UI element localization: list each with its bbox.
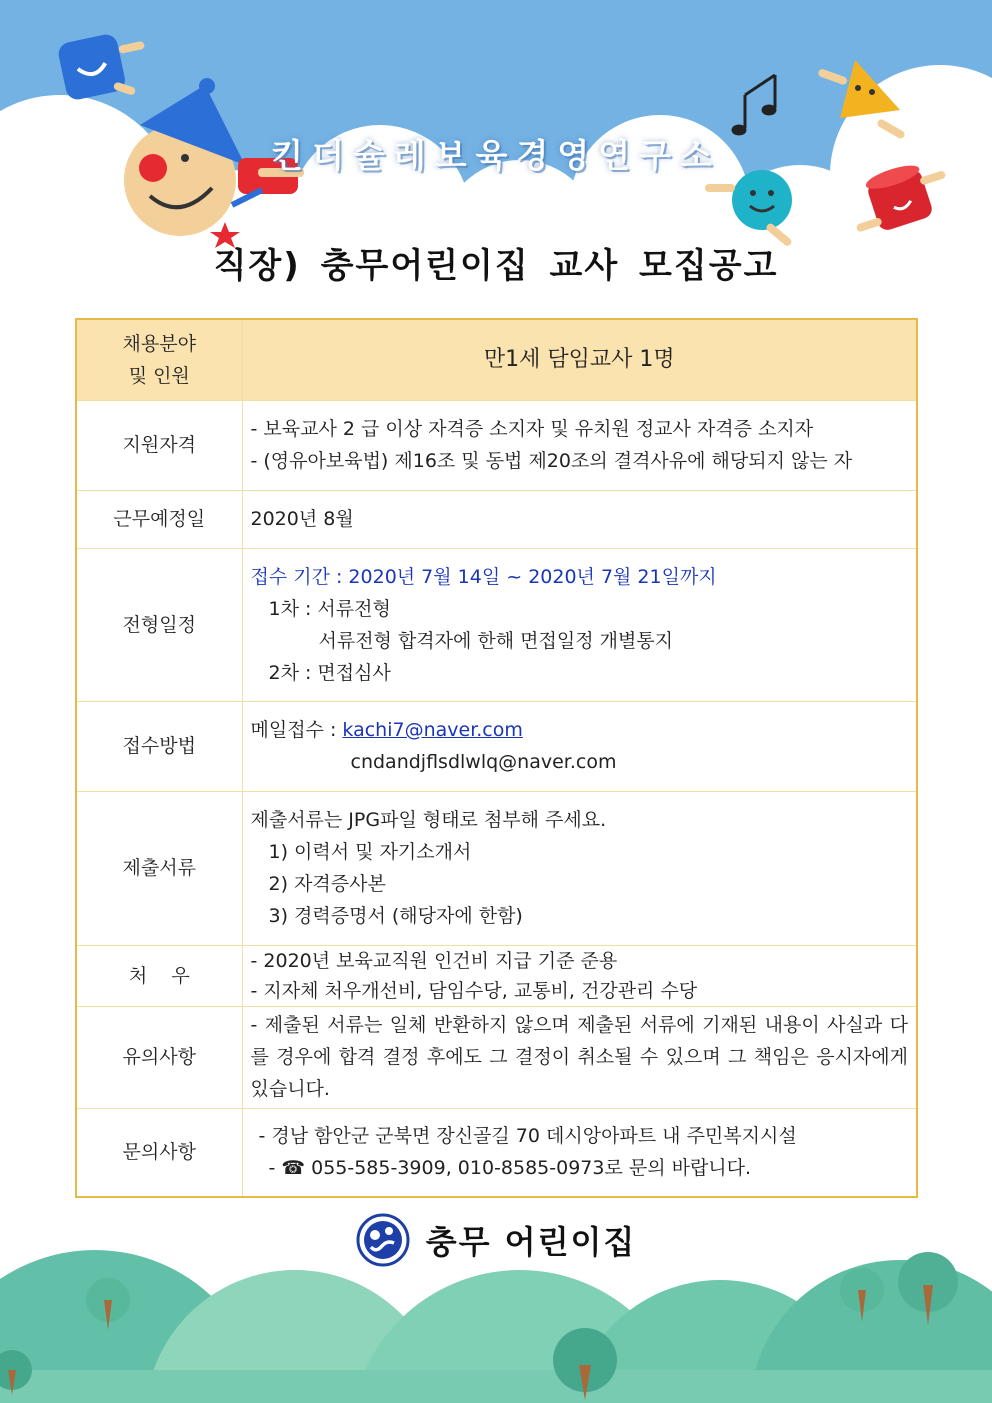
- apply-method-line-1: [251, 714, 909, 746]
- row-apply-method: [76, 701, 917, 791]
- recruit-label: [76, 319, 242, 400]
- benefits-value: [242, 945, 917, 1006]
- apply-method-value: [242, 701, 917, 791]
- row-qualification: [76, 400, 917, 490]
- qualification-line-2: - (영유아보육법) 제16조 및 동법 제20조의 결격사유에 해당되지 않는 자: [250, 450, 853, 472]
- recruit-label-line1: 채용분야: [122, 332, 196, 355]
- recruit-label-line2: 및 인원: [128, 364, 190, 387]
- row-start-date: [76, 490, 917, 548]
- qualification-value: [242, 400, 917, 490]
- notice-label: 유의사항: [76, 1006, 242, 1108]
- footer: [0, 1213, 992, 1267]
- contact-label: 문의사항: [76, 1108, 242, 1197]
- benefits-label: 처 우: [76, 945, 242, 1006]
- apply-method-label: 접수방법: [76, 701, 242, 791]
- row-notice: [76, 1006, 917, 1108]
- schedule-step1: 1차 : 서류전형: [268, 597, 391, 620]
- row-benefits: [76, 945, 917, 1006]
- recruit-value: 만1세 담임교사 1명: [242, 319, 917, 400]
- benefits-line-1: - 2020년 보육교직원 인건비 지급 기준 준용: [250, 949, 618, 972]
- row-documents: [76, 791, 917, 945]
- documents-intro: 제출서류는 JPG파일 형태로 첨부해 주세요.: [250, 809, 607, 831]
- schedule-label: 전형일정: [76, 548, 242, 701]
- start-date-label: 근무예정일: [76, 490, 242, 548]
- apply-method-prefix: 메일접수 :: [250, 719, 343, 741]
- documents-value: [242, 791, 917, 945]
- contact-address: - 경남 함안군 군북면 장신골길 70 데시앙아파트 내 주민복지시설: [258, 1125, 797, 1148]
- bottom-hills: [0, 1250, 992, 1403]
- institute-name: 킨더슐레보육경영연구소: [271, 136, 721, 175]
- documents-item-1: 1) 이력서 및 자기소개서: [268, 841, 472, 863]
- qualification-line-1: - 보육교사 2 급 이상 자격증 소지자 및 유치원 정교사 자격증 소지자: [250, 418, 814, 440]
- footer-daycare-name: 충무 어린이집: [425, 1223, 637, 1261]
- contact-value: [242, 1108, 917, 1197]
- page-title: 직장) 충무어린이집 교사 모집공고: [213, 246, 779, 286]
- contact-phone: - ☎ 055-585-3909, 010-8585-0973로 문의 바랍니다.: [268, 1157, 752, 1180]
- notice-text: - 제출된 서류는 일체 반환하지 않으며 제출된 서류에 기재된 내용이 사실과 다를 경우에 합격 결정 후에도 그 결정이 취소될 수 있으며 그 책임은 응시자에게 있습니다.: [250, 1014, 908, 1100]
- notice-value: [242, 1006, 917, 1108]
- documents-item-2: 2) 자격증사본: [268, 873, 386, 895]
- row-schedule: [76, 548, 917, 701]
- schedule-value: [242, 548, 917, 701]
- row-recruit: [76, 319, 917, 400]
- email-2: cndandjflsdlwlq@naver.com: [350, 751, 617, 773]
- row-contact: [76, 1108, 917, 1197]
- schedule-step2: 2차 : 면접심사: [268, 661, 391, 684]
- qualification-label: 지원자격: [76, 400, 242, 490]
- email-link-1[interactable]: kachi7@naver.com: [342, 719, 523, 741]
- schedule-step1-note: 서류전형 합격자에 한해 면접일정 개별통지: [318, 629, 674, 652]
- recruitment-table: [75, 318, 918, 1198]
- schedule-period: 접수 기간 : 2020년 7월 14일 ~ 2020년 7월 21일까지: [250, 565, 717, 588]
- documents-item-3: 3) 경력증명서 (해당자에 한함): [268, 905, 523, 927]
- benefits-line-2: - 지자체 처우개선비, 담임수당, 교통비, 건강관리 수당: [250, 979, 698, 1002]
- documents-label: 제출서류: [76, 791, 242, 945]
- start-date-value: 2020년 8월: [242, 490, 917, 548]
- daycare-logo-icon: [356, 1213, 410, 1267]
